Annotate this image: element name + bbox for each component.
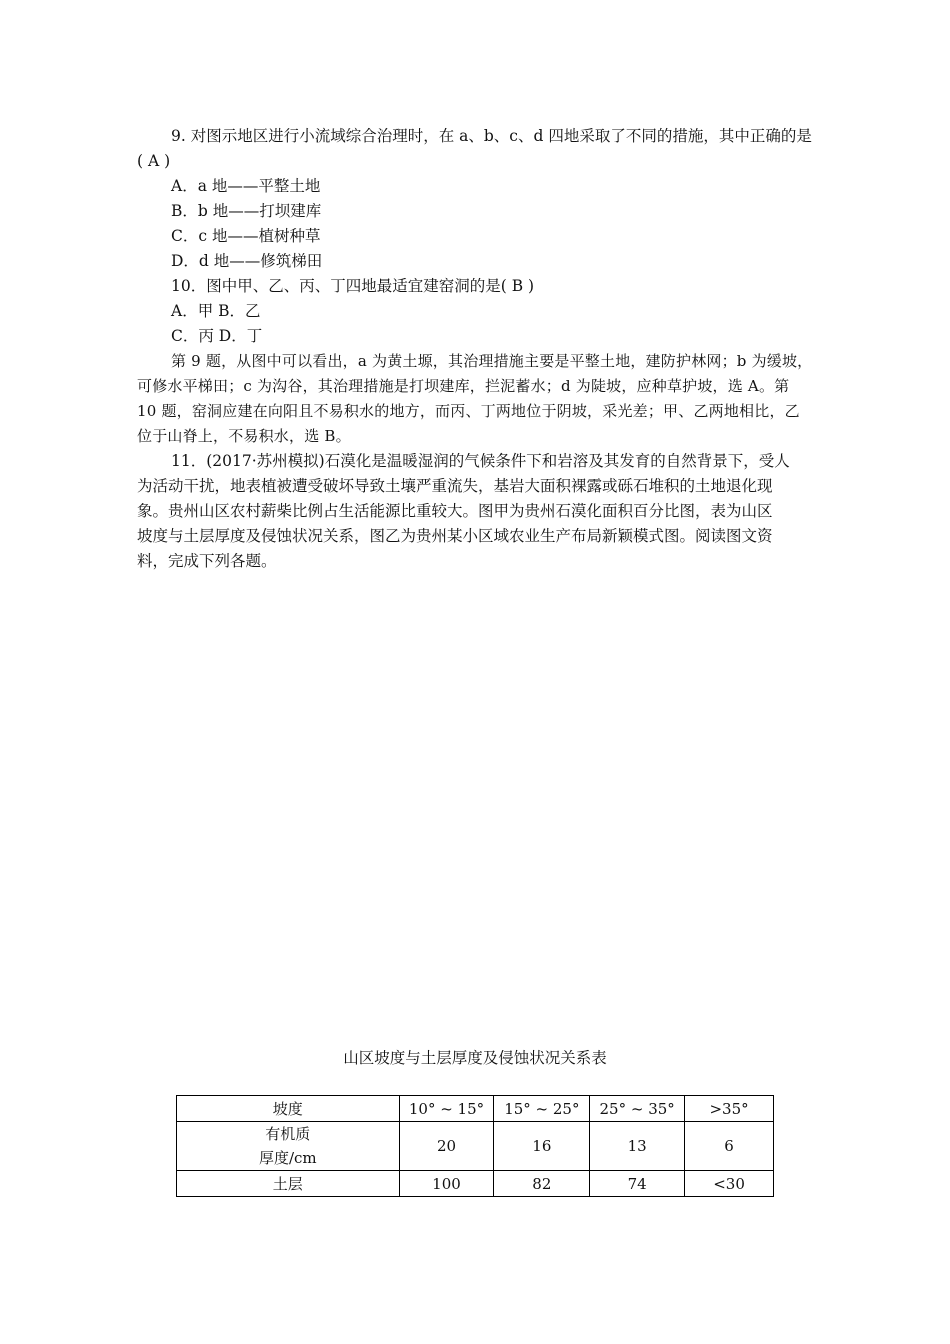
q11-text: 坡度与土层厚度及侵蚀状况关系，图乙为贵州某小区域农业生产布局新颖模式图。阅读图文资 — [137, 527, 773, 545]
table-caption: 山区坡度与土层厚度及侵蚀状况关系表 — [343, 1049, 607, 1067]
explanation-line: 第 9 题，从图中可以看出，a 为黄土塬，其治理措施主要是平整土地，建防护林网；b 为缓坡， — [171, 352, 813, 370]
q11-text: 11．(2017·苏州模拟)石漠化是温暖湿润的气候条件下和岩溶及其发育的自然背景下，受人 — [171, 452, 790, 470]
table-row — [177, 1122, 774, 1171]
explanation-line: 10 题，窑洞应建在向阳且不易积水的地方，而丙、丁两地位于阴坡，采光差；甲、乙两地相比，乙 — [137, 402, 800, 420]
explanation-line: 位于山脊上，不易积水，选 B。 — [137, 427, 351, 445]
q9-stem: 9. 对图示地区进行小流域综合治理时，在 a、b、c、d 四地采取了不同的措施，其中正确的是 — [171, 127, 812, 145]
explanation-line: 可修水平梯田；c 为沟谷，其治理措施是打坝建库，拦泥蓄水；d 为陡坡，应种草护坡，选 A。第 — [137, 377, 790, 395]
header-cell: 10° ~ 15° — [399, 1096, 494, 1122]
q9-option-a: A．a 地——平整土地 — [171, 177, 321, 195]
table-cell: 100 — [399, 1171, 494, 1197]
q11-text: 象。贵州山区农村薪柴比例占生活能源比重较大。图甲为贵州石漠化面积百分比图，表为山区 — [137, 502, 773, 520]
table-cell: 74 — [590, 1171, 685, 1197]
q9-option-c: C．c 地——植树种草 — [171, 227, 321, 245]
header-cell: 15° ~ 25° — [494, 1096, 590, 1122]
table-cell: 6 — [685, 1122, 774, 1171]
row-label — [177, 1122, 400, 1171]
header-cell: 25° ~ 35° — [590, 1096, 685, 1122]
slope-soil-table — [176, 1095, 774, 1197]
q10-options-ab: A．甲 B．乙 — [171, 302, 261, 320]
table-row — [177, 1171, 774, 1197]
header-cell: >35° — [685, 1096, 774, 1122]
table-cell: 16 — [494, 1122, 590, 1171]
table-cell: <30 — [685, 1171, 774, 1197]
table-cell: 13 — [590, 1122, 685, 1171]
q10-options-cd: C．丙 D．丁 — [171, 327, 263, 345]
row-label: 土层 — [177, 1171, 400, 1197]
q11-text: 为活动干扰，地表植被遭受破坏导致土壤严重流失，基岩大面积裸露或砾石堆积的土地退化现 — [137, 477, 773, 495]
q9-option-b: B．b 地——打坝建库 — [171, 202, 322, 220]
table-header-row — [177, 1096, 774, 1122]
table-cell: 20 — [399, 1122, 494, 1171]
document-body — [137, 124, 817, 574]
q11-text: 料，完成下列各题。 — [137, 552, 277, 570]
header-cell: 坡度 — [177, 1096, 400, 1122]
q9-option-d: D．d 地——修筑梯田 — [171, 252, 323, 270]
q9-answer: ( A ) — [137, 152, 171, 170]
table-cell: 82 — [494, 1171, 590, 1197]
q10-stem: 10．图中甲、乙、丙、丁四地最适宜建窑洞的是( B ) — [171, 277, 535, 295]
row-label-line: 厚度/cm — [258, 1149, 317, 1167]
row-label-line: 有机质 — [265, 1125, 311, 1143]
